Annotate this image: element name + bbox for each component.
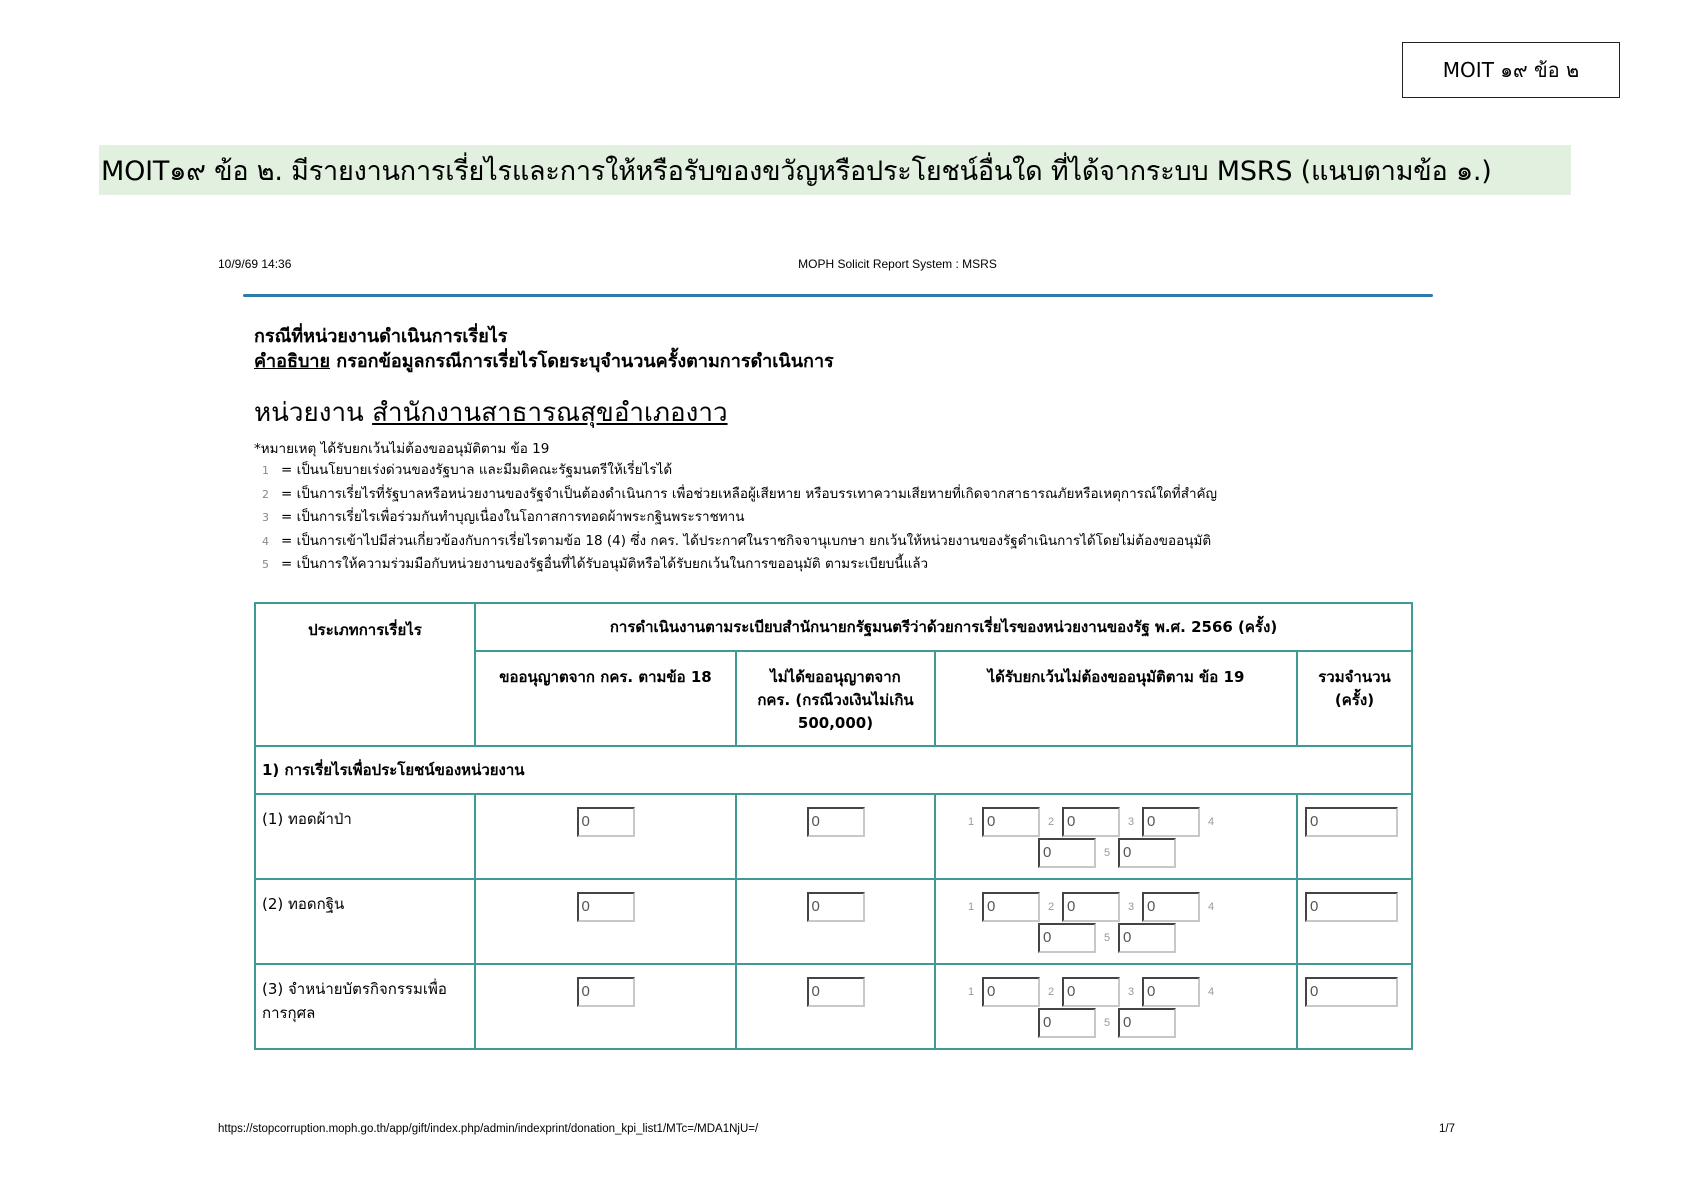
exempt-1-input[interactable]: 0 <box>982 977 1040 1007</box>
note-item <box>262 508 1217 532</box>
exempt-4-input[interactable]: 0 <box>1038 838 1096 868</box>
note-text: = เป็นการเรี่ยไรที่รัฐบาลหรือหน่วยงานของรัฐจำเป็นต้องดำเนินการ เพื่อช่วยเหลือผู้เสียหาย หรือบรรเทาความเสียหายที่เกิดจากสาธารณภัยหรือเหตุการณ์ใดที่สำคัญ <box>281 485 1218 502</box>
approved-cell <box>475 964 736 1049</box>
header-exempt: ได้รับยกเว้นไม่ต้องขออนุมัติตาม ข้อ 19 <box>935 651 1297 746</box>
exempt-number-label: 5 <box>1103 847 1111 859</box>
exempt-number-label: 1 <box>968 986 975 998</box>
section-title: กรณีที่หน่วยงานดำเนินการเรี่ยไร <box>254 326 508 347</box>
exempt-number-label: 2 <box>1047 816 1055 828</box>
exempt-1-input[interactable]: 0 <box>982 892 1040 922</box>
exempt-cell <box>935 794 1297 879</box>
note-item <box>262 532 1217 556</box>
header-total-line: (ครั้ง) <box>1334 691 1375 709</box>
instructions <box>254 346 834 375</box>
exempt-number-label: 2 <box>1047 986 1055 998</box>
exempt-number-label: 5 <box>1103 932 1111 944</box>
exempt-number-label: 2 <box>1047 901 1055 913</box>
approved-count-input[interactable]: 0 <box>577 807 635 837</box>
footer-page-number: 1/7 <box>1439 1123 1455 1135</box>
exempt-3-input[interactable]: 0 <box>1142 807 1200 837</box>
note-item <box>262 485 1217 509</box>
approved-cell <box>475 879 736 964</box>
exempt-5-input[interactable]: 0 <box>1118 1008 1176 1038</box>
note-text: = เป็นการเรี่ยไรเพื่อร่วมกันทำบุญเนื่องในโอกาสการทอดผ้าพระกฐินพระราชทาน <box>281 509 745 525</box>
print-system-title <box>0 257 1683 271</box>
instructions-text: กรอกข้อมูลกรณีการเรี่ยไรโดยระบุจำนวนครั้งตามการดำเนินการ <box>330 351 834 372</box>
exempt-number-label: 5 <box>1103 1017 1111 1029</box>
not-approved-cell <box>736 964 935 1049</box>
row-label-line: (1) ทอดผ้าป่า <box>262 810 352 828</box>
print-system-title-text: MOPH Solicit Report System : MSRS <box>798 257 997 271</box>
note-text: = เป็นนโยบายเร่งด่วนของรัฐบาล และมีมติคณะรัฐมนตรีให้เรี่ยไรได้ <box>281 462 673 478</box>
document-code-label: MOIT ๑๙ ข้อ ๒ <box>1402 42 1620 98</box>
not-approved-count-input[interactable]: 0 <box>807 977 865 1007</box>
approved-count-input[interactable]: 0 <box>577 892 635 922</box>
instructions-label: คำอธิบาย <box>254 351 331 372</box>
exempt-number-label: 4 <box>1207 901 1215 913</box>
note-text: = เป็นการเข้าไปมีส่วนเกี่ยวข้องกับการเรี่ยไรตามข้อ 18 (4) ซึ่ง กคร. ได้ประกาศในราชกิจจานุเบกษา ยกเว้นให้หน่วยงานของรัฐดำเนินการได้โดยไม่ต้องขออนุมัติ <box>281 532 1212 549</box>
header-not-approved-line: กคร. (กรณีวงเงินไม่เกิน <box>757 691 914 709</box>
table-row <box>255 964 1412 1049</box>
header-total-line: รวมจำนวน <box>1318 668 1391 686</box>
table-row <box>255 879 1412 964</box>
header-total <box>1297 651 1412 746</box>
main-heading: MOIT๑๙ ข้อ ๒. มีรายงานการเรี่ยไรและการให้หรือรับของขวัญหรือประโยชน์อื่นใด ที่ได้จากระบบ MSRS (แนบตามข้อ ๑.) <box>99 145 1571 195</box>
header-approved: ขออนุญาตจาก กคร. ตามข้อ 18 <box>475 651 736 746</box>
exempt-3-input[interactable]: 0 <box>1142 977 1200 1007</box>
row-label <box>255 879 475 964</box>
table-row <box>255 794 1412 879</box>
row-label <box>255 964 475 1049</box>
exempt-2-input[interactable]: 0 <box>1062 807 1120 837</box>
note-item <box>262 555 1217 579</box>
solicitation-table <box>254 602 1413 1050</box>
total-cell <box>1297 964 1412 1049</box>
not-approved-count-input[interactable]: 0 <box>807 807 865 837</box>
exempt-2-input[interactable]: 0 <box>1062 977 1120 1007</box>
exempt-cell <box>935 964 1297 1049</box>
header-divider <box>243 294 1433 297</box>
exempt-1-input[interactable]: 0 <box>982 807 1040 837</box>
row-label-line: (2) ทอดกฐิน <box>262 895 345 913</box>
header-not-approved-line: ไม่ได้ขออนุญาตจาก <box>770 668 901 686</box>
header-not-approved <box>736 651 935 746</box>
exempt-4-input[interactable]: 0 <box>1038 1008 1096 1038</box>
exempt-number-label: 4 <box>1207 986 1215 998</box>
exempt-3-input[interactable]: 0 <box>1142 892 1200 922</box>
header-not-approved-line: 500,000) <box>797 714 874 732</box>
total-count-input[interactable]: 0 <box>1305 892 1398 922</box>
section-row-label: 1) การเรี่ยไรเพื่อประโยชน์ของหน่วยงาน <box>255 746 1412 794</box>
row-label-line: (3) จำหน่ายบัตรกิจกรรมเพื่อ <box>262 980 447 998</box>
agency-line <box>254 392 728 433</box>
exempt-number-label: 1 <box>968 901 975 913</box>
exempt-number-label: 3 <box>1127 901 1135 913</box>
footer-url: https://stopcorruption.moph.go.th/app/gift/index.php/admin/indexprint/donation_kpi_list1/MTc=/MDA1NjU=/ <box>218 1123 759 1135</box>
print-date: 10/9/69 14:36 <box>218 257 292 271</box>
row-label <box>255 794 475 879</box>
note-number: 5 <box>262 558 269 571</box>
not-approved-cell <box>736 879 935 964</box>
total-cell <box>1297 879 1412 964</box>
note-list <box>262 461 1217 579</box>
exempt-5-input[interactable]: 0 <box>1118 838 1176 868</box>
exempt-number-label: 1 <box>968 816 975 828</box>
note-title: *หมายเหตุ ได้รับยกเว้นไม่ต้องขออนุมัติตาม ข้อ 19 <box>254 441 550 457</box>
exempt-number-label: 3 <box>1127 816 1135 828</box>
exempt-4-input[interactable]: 0 <box>1038 923 1096 953</box>
note-number: 1 <box>262 464 269 477</box>
exempt-cell <box>935 879 1297 964</box>
not-approved-cell <box>736 794 935 879</box>
note-number: 2 <box>262 487 269 501</box>
exempt-5-input[interactable]: 0 <box>1118 923 1176 953</box>
exempt-number-label: 4 <box>1207 816 1215 828</box>
note-item <box>262 461 1217 485</box>
note-text: = เป็นการให้ความร่วมมือกับหน่วยงานของรัฐอื่นที่ได้รับอนุมัติหรือได้รับยกเว้นในการขออนุมัติ ตามระเบียบนี้แล้ว <box>281 556 929 572</box>
note-number: 3 <box>262 511 269 524</box>
agency-name: สำนักงานสาธารณสุขอำเภองาว <box>372 398 728 428</box>
exempt-number-label: 3 <box>1127 986 1135 998</box>
note-number: 4 <box>262 534 269 548</box>
agency-label: หน่วยงาน <box>254 398 373 428</box>
total-cell <box>1297 794 1412 879</box>
header-operations-group: การดำเนินงานตามระเบียบสำนักนายกรัฐมนตรีว่าด้วยการเรี่ยไรของหน่วยงานของรัฐ พ.ศ. 2566 (ครั้ง) <box>475 603 1412 651</box>
approved-count-input[interactable]: 0 <box>577 977 635 1007</box>
approved-cell <box>475 794 736 879</box>
not-approved-count-input[interactable]: 0 <box>807 892 865 922</box>
header-solicit-type: ประเภทการเรี่ยไร <box>255 603 475 746</box>
total-count-input[interactable]: 0 <box>1305 977 1398 1007</box>
row-label-line: การกุศล <box>262 1004 316 1022</box>
total-count-input[interactable]: 0 <box>1305 807 1398 837</box>
exempt-2-input[interactable]: 0 <box>1062 892 1120 922</box>
